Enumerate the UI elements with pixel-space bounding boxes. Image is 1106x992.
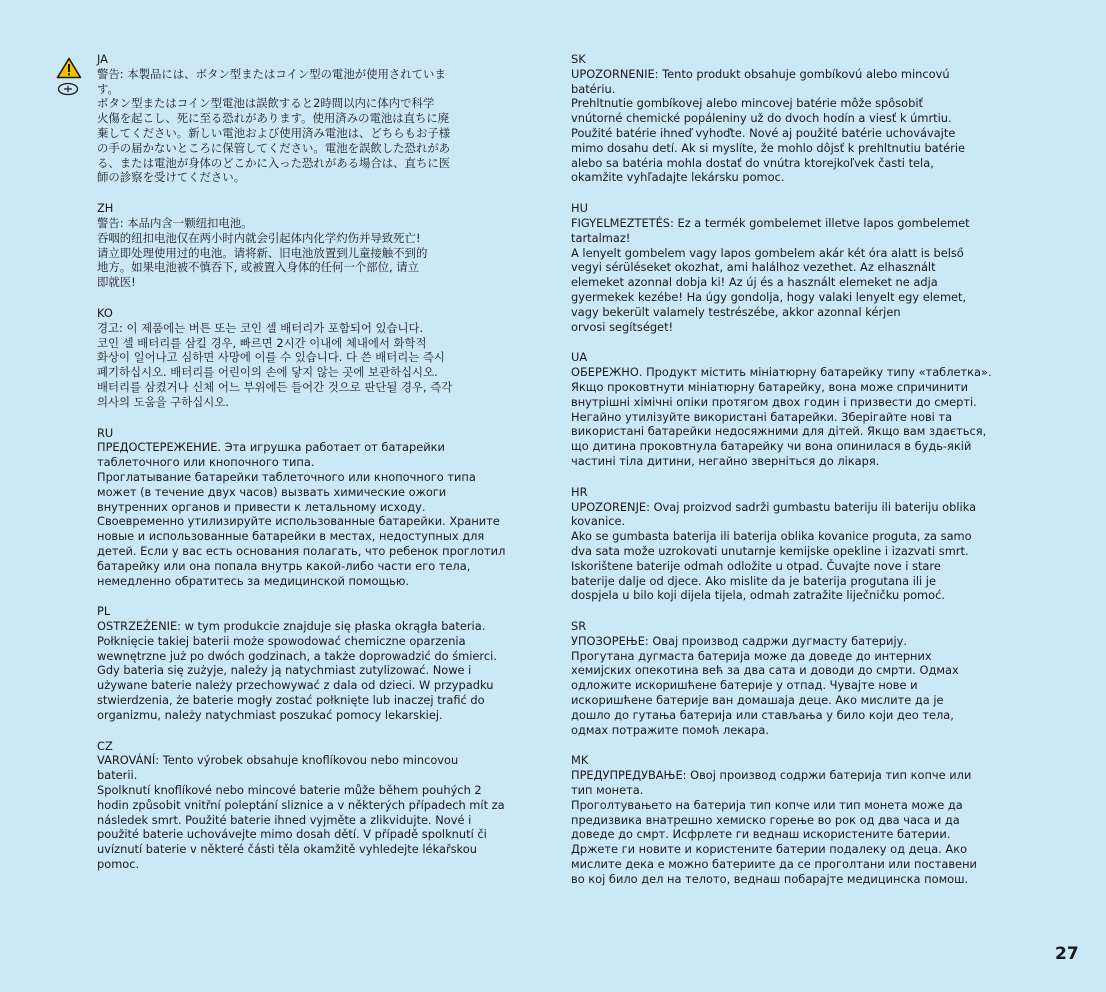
warning-text-line: немедленно обратитесь за медицинской помощью. bbox=[97, 573, 410, 588]
warning-text-line: vegyi sérüléseket okozhat, ami halálhoz vezethet. Az elhasznált bbox=[571, 260, 936, 275]
warning-section-sk bbox=[571, 52, 996, 185]
language-code: MK bbox=[571, 753, 589, 768]
warning-text-line: 火傷を起こし、死に至る恐れがあります。使用済みの電池は直ちに廃 bbox=[97, 111, 450, 126]
warning-text-line: батарейку или она попала внутрь какой-либо части его тела, bbox=[97, 558, 471, 573]
warning-text-line: の手の届かないところに保管してください。電池を誤飲した恐れがあ bbox=[97, 140, 451, 155]
warning-text-line: детей. Если у вас есть основания полагать, что ребенок проглотил bbox=[97, 543, 506, 558]
page-number: 27 bbox=[1055, 944, 1079, 964]
warning-text-line: wewnętrzne już po dwóch godzinach, a także doprowadzić do śmierci. bbox=[97, 648, 497, 663]
warning-text-line: Połknięcie takiej baterii może spowodować chemiczne oparzenia bbox=[97, 633, 466, 648]
warning-section-sr bbox=[571, 619, 996, 737]
warning-text-line: таблеточного или кнопочного типа. bbox=[97, 455, 315, 470]
warning-text-line: る、または電池が身体のどこかに入った恐れがある場合は、直ちに医 bbox=[97, 155, 451, 170]
warning-text-line: ПРЕДОСТЕРЕЖЕНИЕ. Эта игрушка работает от батарейки bbox=[97, 440, 445, 455]
warning-text-line: 코인 셀 배터리를 삼킬 경우, 빠르면 2시간 이내에 체내에서 화학적 bbox=[97, 335, 427, 350]
warning-text-line: 의사의 도움을 구하십시오. bbox=[97, 394, 229, 409]
warning-icons bbox=[56, 57, 82, 96]
warning-text-line: частині тіла дитини, негайно зверніться до лікаря. bbox=[571, 453, 880, 468]
left-column bbox=[97, 52, 522, 888]
warning-text-line: elemeket azonnal dobja ki! Az új és a használt elemeket ne adja bbox=[571, 275, 938, 290]
warning-text-line: baterije dalje od djece. Ako mislite da je baterija progutana ili je bbox=[571, 573, 936, 588]
warning-text-line: dospjela u bilo koji dijela tijela, odmah zatražite liječničku pomoć. bbox=[571, 588, 946, 603]
warning-text-line: vagy bekerült valamely testrészébe, akkor azonnal kérjen bbox=[571, 304, 901, 319]
warning-text-line: використані батарейки недосяжними для дітей. Якщо вам здається, bbox=[571, 424, 987, 439]
warning-text-line: 폐기하십시오. 배터리를 어린이의 손에 닿지 않는 곳에 보관하십시오. bbox=[97, 365, 438, 380]
warning-text-line: новые и использованные батарейки в местах, недоступных для bbox=[97, 529, 485, 544]
warning-text-line: 即就医! bbox=[97, 275, 136, 290]
language-code: HU bbox=[571, 201, 588, 216]
warning-text-line: následek smrt. Použité baterie ihned vyjměte a zlikvidujte. Nové i bbox=[97, 812, 472, 827]
language-code: RU bbox=[97, 425, 114, 440]
warning-text-line: gyermekek kezébe! Ha úgy gondolja, hogy valaki lenyelt egy elemet, bbox=[571, 289, 967, 304]
warning-text-line: pomoc. bbox=[97, 857, 140, 872]
warning-text-line: vnútorné chemické popáleniny už do dvoch hodín a viesť k úmrtiu. bbox=[571, 111, 952, 126]
warning-text-line: kovanice. bbox=[571, 514, 626, 529]
warning-text-line: VAROVÁNÍ: Tento výrobek obsahuje knoflíkovou nebo mincovou bbox=[97, 753, 459, 768]
warning-text-line: okamžite vyhľadajte lekársku pomoc. bbox=[571, 170, 785, 185]
warning-text-line: batériu. bbox=[571, 81, 616, 96]
warning-text-line: Проглатывание батарейки таблеточного или кнопочного типа bbox=[97, 469, 476, 484]
warning-text-line: uvíznutí baterie v některé části těla okamžitě vyhledejte lékařskou bbox=[97, 842, 477, 857]
warning-text-line: Проголтувањето на батерија тип копче или тип монета може да bbox=[571, 797, 963, 812]
warning-text-line: ОБЕРЕЖНО. Продукт містить мініатюрну батарейку типу «таблетка». bbox=[571, 365, 992, 380]
warning-text-line: UPOZORNENIE: Tento produkt obsahuje gombíkovú alebo mincovú bbox=[571, 66, 950, 81]
warning-text-line: FIGYELMEZTETÉS: Ez a termék gombelemet illetve lapos gombelemet bbox=[571, 215, 970, 230]
warning-section-zh bbox=[97, 201, 522, 290]
warning-text-line: внутрішні хімічні опіки протягом двох годин і призвести до смерті. bbox=[571, 394, 977, 409]
warning-text-line: одложите искоришћене батерије у отпад. Чувајте нове и bbox=[571, 678, 918, 693]
warning-text-line: тип монета. bbox=[571, 783, 644, 798]
right-column bbox=[571, 52, 996, 903]
warning-text-line: 師の診察を受けてください。 bbox=[97, 170, 246, 185]
warning-text-line: UPOZORENJE: Ovaj proizvod sadrži gumbastu bateriju ili bateriju oblika bbox=[571, 499, 977, 514]
warning-text-line: použité baterie uchovávejte mimo dosah dětí. V případě spolknutí či bbox=[97, 827, 487, 842]
warning-text-line: 棄してください。新しい電池および使用済み電池は、どちらもお子様 bbox=[97, 125, 451, 140]
warning-text-line: 请立即处理使用过的电池。请将新、旧电池放置到儿童接触不到的 bbox=[97, 245, 428, 260]
warning-text-line: хемијских опекотина већ за два сата и доводи до смрти. Одмах bbox=[571, 663, 959, 678]
warning-text-line: orvosi segítséget! bbox=[571, 319, 674, 334]
warning-text-line: УПОЗОРЕЊЕ: Овај производ садржи дугмасту батерију. bbox=[571, 633, 907, 648]
warning-section-pl bbox=[97, 604, 522, 722]
warning-text-line: Ako se gumbasta baterija ili baterija oblika kovanice proguta, za samo bbox=[571, 529, 972, 544]
language-code: JA bbox=[97, 52, 108, 66]
warning-text-line: 地方。如果电池被不慎吞下, 或被置入身体的任何一个部位, 请立 bbox=[97, 260, 420, 275]
language-code: ZH bbox=[97, 201, 114, 216]
warning-section-hu bbox=[571, 201, 996, 334]
warning-text-line: Држете ги новите и користените батерии подалеку од деца. Ако bbox=[571, 842, 968, 857]
warning-text-line: доведе до смрт. Исфрлете ги веднаш искористените батерии. bbox=[571, 827, 951, 842]
warning-text-line: мислите дека е можно батериите да се проголтани или поставени bbox=[571, 857, 977, 872]
warning-section-ua bbox=[571, 350, 996, 468]
warning-text-line: предизвика внатрешно хемиско горење во рок од два часа и да bbox=[571, 812, 960, 827]
warning-text-line: 警告: 本品内含一颗纽扣电池。 bbox=[97, 215, 253, 230]
warning-text-line: す。 bbox=[97, 81, 119, 96]
language-code: SK bbox=[571, 52, 586, 66]
language-code: UA bbox=[571, 350, 588, 365]
warning-section-hr bbox=[571, 485, 996, 603]
warning-text-line: A lenyelt gombelem vagy lapos gombelem akár két óra alatt is belső bbox=[571, 245, 964, 260]
language-code: HR bbox=[571, 484, 588, 499]
warning-text-line: искоришћене батерије ван домашаја деце. Ако мислите да је bbox=[571, 693, 944, 708]
warning-text-line: 화상이 일어나고 심하면 사망에 이를 수 있습니다. 다 쓴 배터리는 즉시 bbox=[97, 350, 445, 365]
warning-text-line: Iskorištene baterije odmah odložite u otpad. Čuvajte nove i stare bbox=[571, 558, 941, 573]
warning-text-line: ПРЕДУПРЕДУВАЊЕ: Овој производ содржи батерија тип копче или bbox=[571, 768, 972, 783]
warning-text-line: Якщо проковтнути мініатюрну батарейку, вона може спричинити bbox=[571, 379, 969, 394]
language-code: CZ bbox=[97, 738, 113, 753]
warning-text-line: Gdy bateria się zużyje, należy ją natychmiast zutylizować. Nowe i bbox=[97, 663, 472, 678]
warning-text-line: ボタン型またはコイン型電池は誤飲すると2時間以内に体内で科学 bbox=[97, 96, 435, 111]
warning-text-line: может (в течение двух часов) вызвать химические ожоги bbox=[97, 484, 447, 499]
warning-text-line: hodin způsobit vnitřní poleptání sliznice a v některých případech mít za bbox=[97, 797, 505, 812]
warning-text-line: во кој било дел на телото, веднаш побарајте медицинска помош. bbox=[571, 871, 969, 886]
warning-text-line: tartalmaz! bbox=[571, 230, 631, 245]
warning-text-line: OSTRZEŻENIE: w tym produkcie znajduje się płaska okrągła bateria. bbox=[97, 619, 486, 634]
warning-text-line: 경고: 이 제품에는 버튼 또는 코인 셀 배터리가 포함되어 있습니다. bbox=[97, 320, 424, 335]
warning-triangle-icon bbox=[56, 57, 82, 79]
warning-section-mk bbox=[571, 753, 996, 886]
coin-battery-icon bbox=[57, 82, 79, 96]
warning-text-line: używane baterie należy przechowywać z dala od dzieci. W przypadku bbox=[97, 678, 494, 693]
warning-section-ko bbox=[97, 306, 522, 410]
language-code: KO bbox=[97, 305, 113, 320]
language-code: SR bbox=[571, 619, 587, 634]
warning-section-ru bbox=[97, 426, 522, 589]
warning-text-line: одмах потражите помоћ лекара. bbox=[571, 722, 769, 737]
warning-text-line: дошло до гутања батерија или стављања у било који део тела, bbox=[571, 707, 954, 722]
warning-text-line: що дитина проковтнула батарейку чи вона опинилася в будь-якій bbox=[571, 439, 972, 454]
language-code: PL bbox=[97, 604, 111, 619]
warning-section-cz bbox=[97, 739, 522, 872]
warning-text-line: Prehltnutie gombíkovej alebo mincovej batérie môže spôsobiť bbox=[571, 96, 923, 111]
warning-text-line: stwierdzenia, że baterie mogły zostać połknięte lub inaczej trafić do bbox=[97, 693, 485, 708]
warning-text-line: 배터리를 삼켰거나 신체 어느 부위에든 들어간 것으로 판단될 경우, 즉각 bbox=[97, 379, 453, 394]
warning-text-line: Прогутана дугмаста батерија може да доведе до интерних bbox=[571, 648, 932, 663]
warning-text-line: Spolknutí knoflíkové nebo mincové baterie může během pouhých 2 bbox=[97, 783, 482, 798]
warning-text-line: внутренних органов и привести к летальному исходу. bbox=[97, 499, 426, 514]
warning-text-line: 吞咽的纽扣电池仅在两小时内就会引起体内化学灼伤并导致死亡! bbox=[97, 230, 421, 245]
warning-text-line: dva sata može uzrokovati unutarnje kemijske opekline i izazvati smrt. bbox=[571, 543, 969, 558]
warning-text-line: alebo sa batéria mohla dostať do vnútra ktorejkoľvek časti tela, bbox=[571, 155, 934, 170]
warning-text-line: Своевременно утилизируйте использованные батарейки. Храните bbox=[97, 514, 500, 529]
warning-text-line: organizmu, należy natychmiast poszukać pomocy lekarskiej. bbox=[97, 707, 443, 722]
warning-text-line: baterii. bbox=[97, 768, 138, 783]
warning-text-line: Použité batérie ihneď vyhoďte. Nové aj použité batérie uchovávajte bbox=[571, 125, 956, 140]
warning-section-ja bbox=[97, 52, 522, 185]
warning-text-line: mimo dosahu detí. Ak si myslíte, že mohlo dôjsť k prehltnutiu batérie bbox=[571, 140, 965, 155]
warning-text-line: 警告: 本製品には、ボタン型またはコイン型の電池が使用されていま bbox=[97, 66, 446, 81]
warning-text-line: Негайно утилізуйте використані батарейки. Зберігайте нові та bbox=[571, 409, 953, 424]
